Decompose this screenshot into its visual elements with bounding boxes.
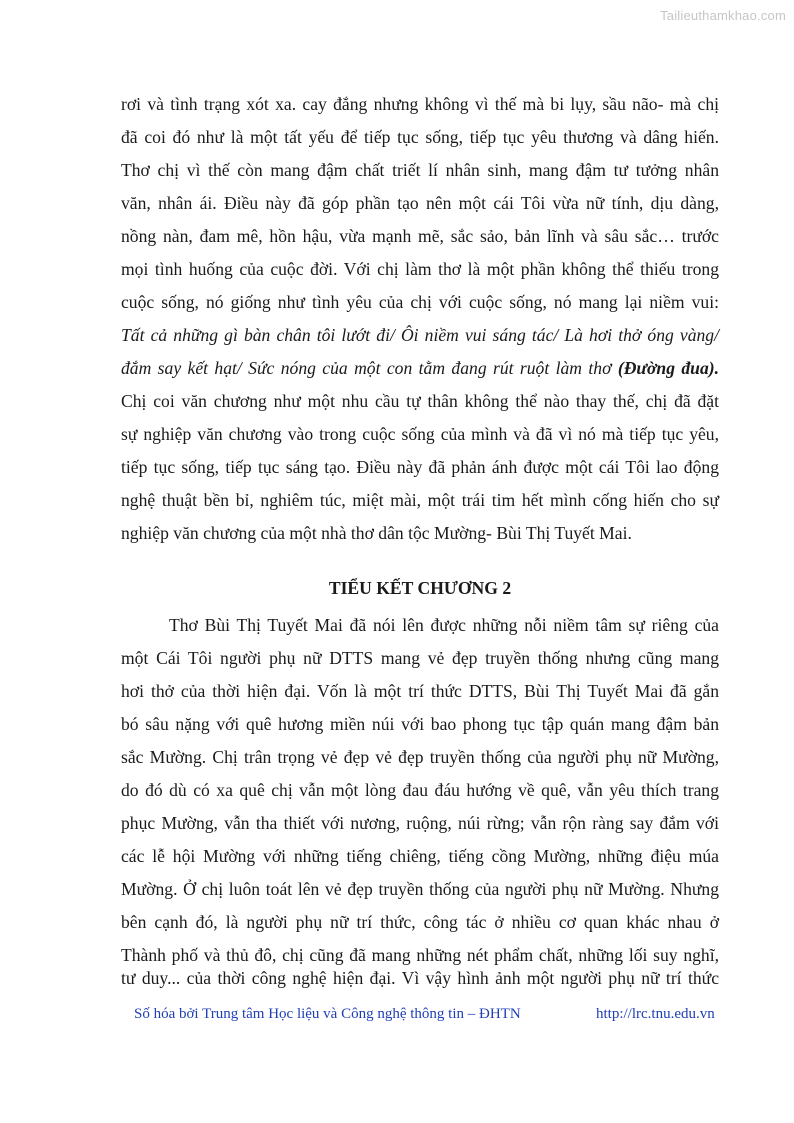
text-line: nghiệp văn chương của một nhà thơ dân tộc Mường- Bùi Thị Tuyết Mai. bbox=[121, 523, 632, 543]
text-line: tư duy... của thời công nghệ hiện đại. Vì vậy hình ảnh một người phụ nữ trí thức bbox=[121, 968, 719, 988]
quote-close: ). bbox=[708, 358, 720, 378]
quote-open: ( bbox=[617, 358, 624, 378]
text-line: mọi tình huống của cuộc đời. Với chị làm thơ là một phần không thể thiếu trong bbox=[121, 259, 719, 279]
poem-source-title: Đường đua bbox=[623, 358, 709, 378]
poem-quote-line bbox=[121, 357, 719, 379]
text-line: cuộc sống, nó giống như tình yêu của chị với cuộc sống, nó mang lại niềm vui: bbox=[121, 292, 719, 312]
text-line: tiếp tục sống, tiếp tục sáng tạo. Điều này đã phản ánh được một cái Tôi lao động bbox=[121, 457, 719, 477]
text-line: Chị coi văn chương như một nhu cầu tự thân không thể nào thay thế, chị đã đặt bbox=[121, 391, 719, 411]
text-line: đã coi đó như là một tất yếu để tiếp tục sống, tiếp tục yêu thương và dâng hiến. bbox=[121, 127, 719, 147]
text-line: phục Mường, vẫn tha thiết với nương, ruộng, núi rừng; vẫn rộn ràng say đắm với bbox=[121, 813, 719, 833]
text-line: Mường. Ở chị luôn toát lên vẻ đẹp truyền thống của người phụ nữ Mường. Nhưng bbox=[121, 879, 719, 899]
text-line: một Cái Tôi người phụ nữ DTTS mang vẻ đẹp truyền thống nhưng cũng mang bbox=[121, 648, 719, 668]
text-line: Thơ chị vì thế còn mang đậm chất triết lí nhân sinh, mang đậm tư tưởng nhân bbox=[121, 160, 719, 180]
watermark: Tailieuthamkhao.com bbox=[660, 8, 786, 23]
text-line: sắc Mường. Chị trân trọng vẻ đẹp vẻ đẹp truyền thống của người phụ nữ Mường, bbox=[121, 747, 719, 767]
section-heading: TIỂU KẾT CHƯƠNG 2 bbox=[328, 578, 512, 598]
text-line: nghệ thuật bền bỉ, nghiêm túc, miệt mài, một trái tim hết mình cống hiến cho sự bbox=[121, 490, 719, 510]
text-line: văn, nhân ái. Điều này đã góp phần tạo nên một cái Tôi vừa nữ tính, dịu dàng, bbox=[121, 193, 719, 213]
text-line: hơi thở của thời hiện đại. Vốn là một trí thức DTTS, Bùi Thị Tuyết Mai đã gắn bbox=[121, 681, 719, 701]
poem-quote-line: Tất cả những gì bàn chân tôi lướt đi/ Ôi niềm vui sáng tác/ Là hơi thở óng vàng/ bbox=[121, 325, 719, 345]
text-line: sự nghiệp văn chương vào trong cuộc sống của mình và đã vì nó mà tiếp tục yêu, bbox=[121, 424, 719, 444]
text-line: bên cạnh đó, là người phụ nữ trí thức, công tác ở nhiều cơ quan khác nhau ở bbox=[121, 912, 719, 932]
text-line: do đó dù có xa quê chị vẫn một lòng đau đáu hướng về quê, vẫn yêu thích trang bbox=[121, 780, 719, 800]
text-line: Thành phố và thủ đô, chị cũng đã mang những nét phẩm chất, những lối suy nghĩ, bbox=[121, 945, 719, 965]
text-line: nồng nàn, đam mê, hồn hậu, vừa mạnh mẽ, sắc sảo, bản lĩnh và sâu sắc… trước bbox=[121, 226, 719, 246]
text-line: các lễ hội Mường với những tiếng chiêng, tiếng cồng Mường, những điệu múa bbox=[121, 846, 719, 866]
text-line: Thơ Bùi Thị Tuyết Mai đã nói lên được những nỗi niềm tâm sự riêng của bbox=[169, 615, 719, 635]
footer-url[interactable]: http://lrc.tnu.edu.vn bbox=[596, 1006, 715, 1022]
poem-quote-text: đắm say kết hạt/ Sức nóng của một con tằm đang rút ruột làm thơ bbox=[121, 358, 618, 378]
footer-credit: Số hóa bởi Trung tâm Học liệu và Công nghệ thông tin – ĐHTN bbox=[134, 1006, 521, 1022]
text-line: bó sâu nặng với quê hương miền núi với bao phong tục tập quán mang đậm bản bbox=[121, 714, 719, 734]
text-line: rơi và tình trạng xót xa. cay đắng nhưng không vì thế mà bi lụy, sầu não- mà chị bbox=[121, 94, 719, 114]
